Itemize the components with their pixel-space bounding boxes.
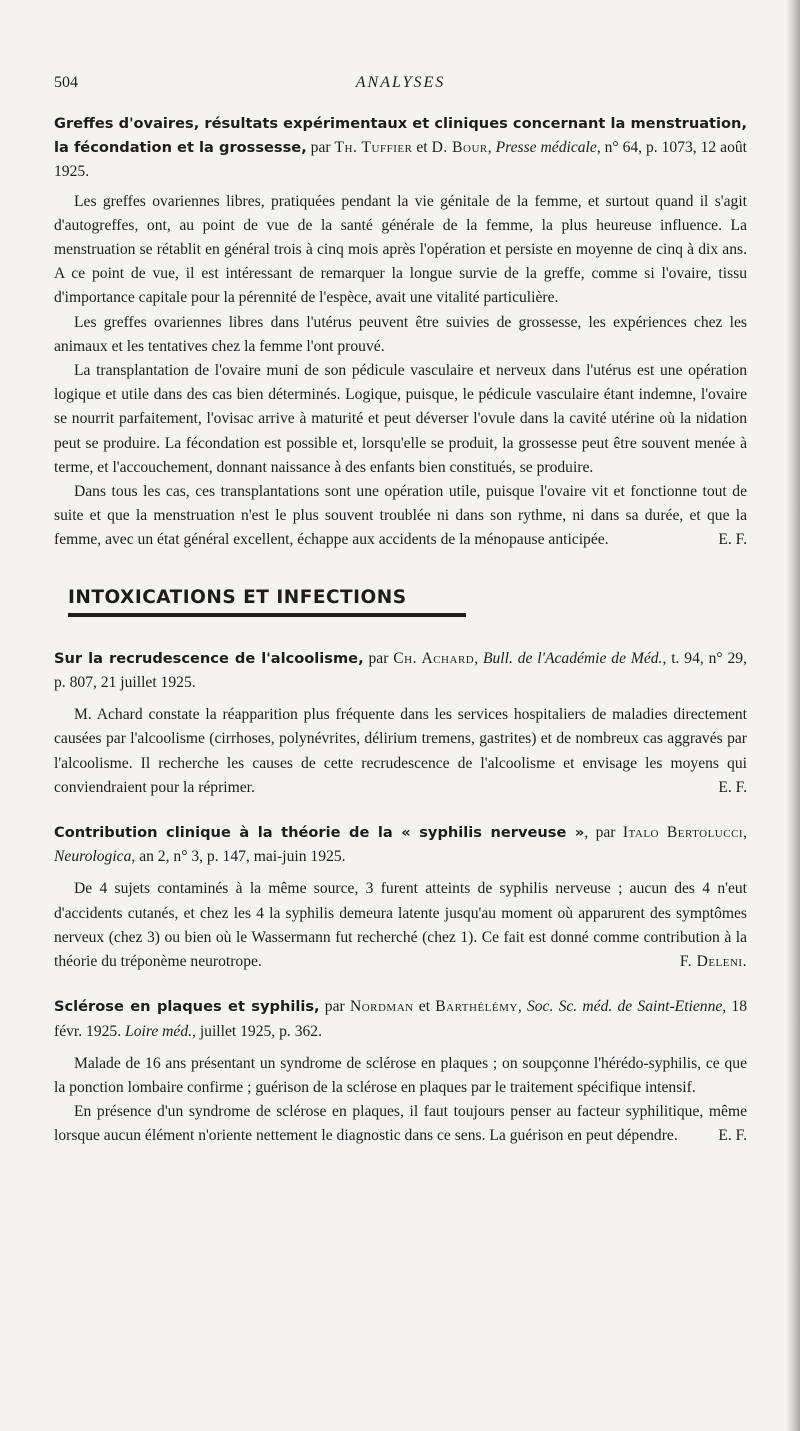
article-authors: Nordman xyxy=(349,998,414,1016)
section-heading: INTOXICATIONS ET INFECTIONS xyxy=(68,586,407,608)
running-head xyxy=(54,74,747,98)
article-title-bold: Sclérose en plaques et syphilis, xyxy=(54,998,320,1016)
article-title xyxy=(54,647,747,695)
article-journal-2: Loire méd. xyxy=(125,1022,193,1040)
article-paragraph: Les greffes ovariennes libres dans l'utérus peuvent être suivies de grossesse, les expériences chez les animaux et les tentatives chez la femme l'ont prouvé. xyxy=(54,313,747,355)
article-title-bold: Greffes d'ovaires, résultats expérimentaux et cliniques concernant la menstruation, la fécondation et la grossesse, xyxy=(54,115,747,157)
title-by: par xyxy=(306,139,335,157)
paragraph-text: En présence d'un syndrome de sclérose en plaques, il faut toujours penser au facteur syphilitique, même lorsque aucun élément n'oriente nettement le diagnostic dans ce sens. La guérison en peut dépendre. xyxy=(54,1103,747,1145)
title-and: et xyxy=(413,998,436,1016)
spacer xyxy=(54,1044,747,1052)
article-authors: Ch. Achard xyxy=(393,649,475,667)
title-by: par xyxy=(319,998,350,1016)
article-nervous-syphilis xyxy=(54,821,747,974)
title-and: et xyxy=(412,139,432,157)
spacer xyxy=(54,617,747,647)
title-by: , par xyxy=(584,824,623,842)
article-paragraph: La transplantation de l'ovaire muni de son pédicule vasculaire et nerveux dans l'utérus est une opération logique et utile dans des cas bien déterminés. Logique, puisque, le pédicule vasculaire étant indemne, l'ovaire se nourrit parfaitement, l'ovisac arrive à maturité et peut déverser l'ovule dans la cavité utérine où la nidation peut se produire. La fécondation est possible et, lorsqu'elle se produit, la grossesse peut être souvent menée à terme, et l'accouchement, donnant naissance à des enfants bien constitués, se produire. xyxy=(54,362,747,476)
paragraph-text: De 4 sujets contaminés à la même source, 3 furent atteints de syphilis nerveuse ; aucun des 4 n'eut d'accidents cutanés, et chez les 4 la syphilis demeura latente jusqu'au moment où apparurent des symptômes nerveux (chez 3) ou bien où le Wassermann fut recherché (chez 1). Ce fait est donné comme contribution à la théorie du tréponème neurotrope. xyxy=(54,880,747,971)
spacer xyxy=(54,800,747,821)
paragraph-text: M. Achard constate la réapparition plus fréquente dans les services hospitaliers de maladies directement causées par l'alcoolisme (cirrhoses, polynévrites, délirium tremens, gastrites) et de nombreux cas aggravés par l'alcoolisme. Il recherche les causes de cette recrudescence de l'alcoolisme et envisage les moyens qui conviendraient pour la réprimer. xyxy=(54,706,747,796)
article-title xyxy=(54,112,747,185)
spacer xyxy=(54,869,747,877)
title-sep: , xyxy=(487,139,496,157)
title-sep: , xyxy=(743,824,747,842)
spacer xyxy=(54,695,747,703)
article-alcoholism xyxy=(54,647,747,800)
article-citation: , n° 64, p. 1073, 12 août 1925. xyxy=(54,139,747,181)
article-citation-2: , juillet 1925, p. 362. xyxy=(192,1022,322,1040)
article-signature: E. F. xyxy=(718,778,747,796)
article-paragraph: Les greffes ovariennes libres, pratiquées pendant la vie génitale de la femme, et surtout quand il s'agit d'autogreffes, ont, au point de vue de la santé générale de la femme, la plus heureuse influence. La menstruation se rétablit en général trois à cinq mois après l'opération et persiste en moyenne de cinq à dix ans. A ce point de vue, il est intéressant de remarquer la longue survie de la greffe, comme si l'ovaire, tissu d'importance capitale pour la pérennité de l'espèce, avait une vitalité particulière. xyxy=(54,192,747,307)
article-paragraph-last xyxy=(54,703,747,800)
spacer xyxy=(54,974,747,995)
article-title xyxy=(54,821,747,869)
article-paragraph-last xyxy=(54,1100,747,1148)
running-head-section: ANALYSES xyxy=(355,74,446,91)
article-journal: Neurologica xyxy=(54,848,132,866)
article-paragraph-last xyxy=(54,877,747,974)
article-authors-2: Barthélémy xyxy=(435,998,518,1016)
page-number: 504 xyxy=(54,74,78,91)
article-authors-2: D. Bour xyxy=(431,139,488,157)
article-paragraph: Malade de 16 ans présentant un syndrome de sclérose en plaques ; on soupçonne l'hérédo-syphilis, ce que la ponction lombaire confirme ; guérison de la sclérose en plaques par le traitement spécifique intensif. xyxy=(54,1054,747,1096)
article-authors: Th. Tuffier xyxy=(334,139,413,157)
title-sep: , xyxy=(517,998,527,1016)
article-journal: Bull. de l'Académie de Méd. xyxy=(482,649,663,667)
article-ovary-grafts xyxy=(54,112,747,553)
article-signature: E. F. xyxy=(718,1127,747,1145)
main-content xyxy=(54,112,747,1149)
article-paragraph-last xyxy=(54,480,747,553)
article-journal: Presse médicale xyxy=(495,139,597,157)
article-citation: , 18 févr. 1925. xyxy=(54,998,747,1040)
article-citation: , t. 94, n° 29, p. 807, 21 juillet 1925. xyxy=(54,649,747,692)
paragraph-text: Dans tous les cas, ces transplantations sont une opération utile, puisque l'ovaire vit et fonctionne tout de suite et que la menstruation n'est le plus souvent troublée ni dans son rythme, ni dans sa durée, et que la femme, avec un état général excellent, échappe aux accidents de la ménopause anticipée. xyxy=(54,483,747,549)
scan-edge-shadow xyxy=(786,0,800,1431)
article-journal: Soc. Sc. méd. de Saint-Etienne xyxy=(526,998,723,1016)
article-signature: F. Deleni. xyxy=(679,953,747,971)
article-title-bold: Sur la recrudescence de l'alcoolisme, xyxy=(54,649,364,667)
article-title xyxy=(54,995,747,1043)
article-signature: E. F. xyxy=(718,531,747,549)
article-title-bold: Contribution clinique à la théorie de la « syphilis nerveuse » xyxy=(54,824,585,842)
article-multiple-sclerosis xyxy=(54,995,747,1148)
title-by: par xyxy=(363,649,394,667)
article-authors: Italo Bertolucci xyxy=(622,824,744,842)
article-citation: , an 2, n° 3, p. 147, mai-juin 1925. xyxy=(131,848,346,866)
title-sep: , xyxy=(474,649,483,667)
